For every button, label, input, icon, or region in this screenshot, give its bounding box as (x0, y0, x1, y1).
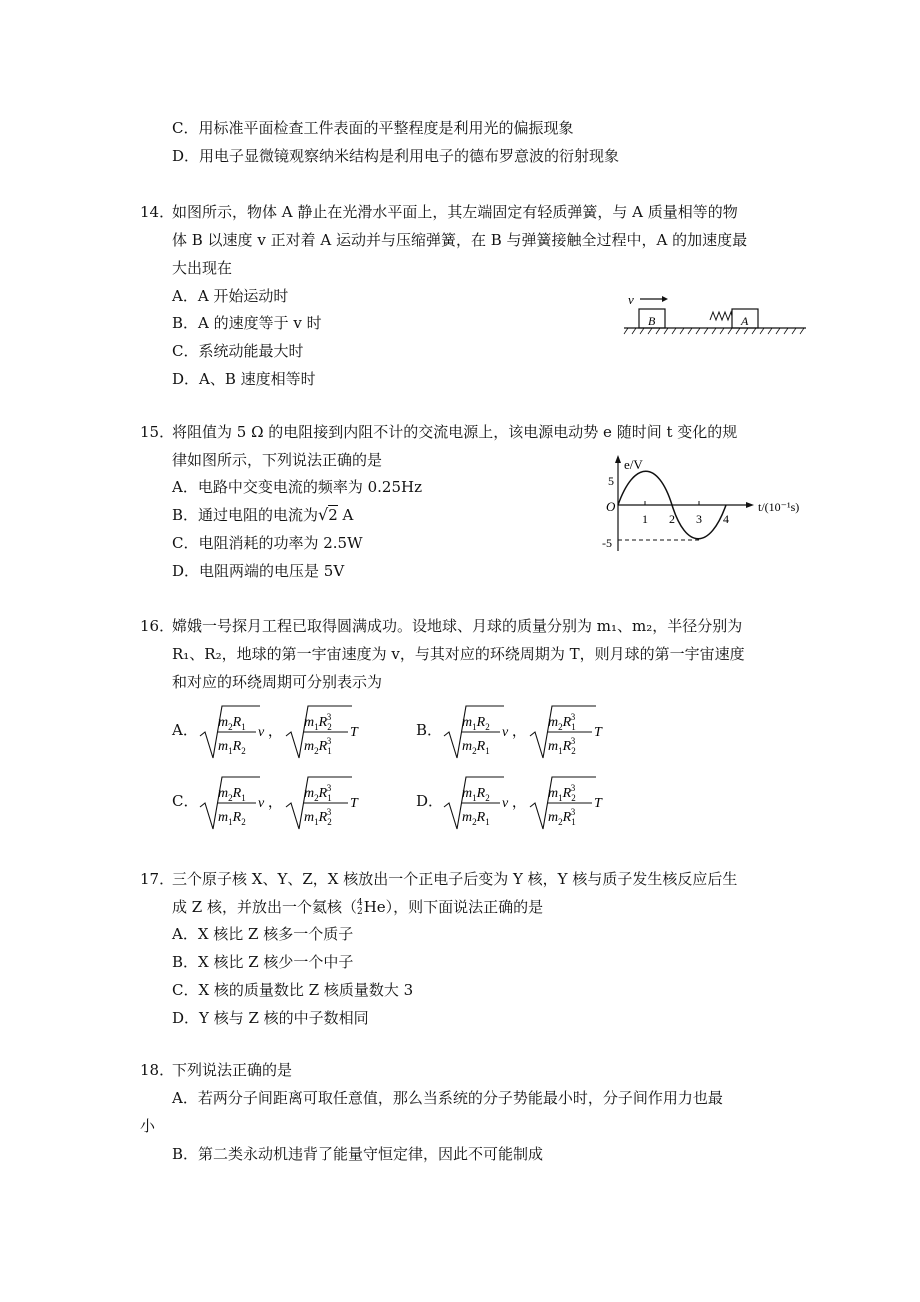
q18-option-a-line1: A．若两分子间距离可取任意值，那么当系统的分子势能最小时，分子间作用力也最 (172, 1089, 723, 1107)
q14-fig-v-label: v (628, 292, 634, 307)
q16-option-c-label: C． (172, 792, 199, 810)
q14-stem-line3: 大出现在 (172, 259, 233, 277)
q14-fig-b-label: B (648, 314, 656, 328)
q15-emf-graph (598, 455, 810, 555)
svg-text:m1R23: $m_1R_23$ (304, 807, 332, 827)
svg-text:m2R13: $m_2R_13$ (548, 712, 576, 732)
svg-text:，: ， (268, 725, 282, 740)
q18-stem: 下列说法正确的是 (172, 1061, 293, 1079)
q16-number: 16． (140, 617, 175, 635)
svg-text:m1R23: $m_1R_23$ (304, 712, 332, 732)
svg-text:，: ， (268, 796, 282, 811)
svg-text:m1R2: $m_1R_2$ (462, 786, 490, 803)
svg-text:m1R23: $m_1R_23$ (548, 783, 576, 803)
svg-text:v: v (502, 796, 509, 811)
svg-text:m2R13: $m_2R_13$ (304, 736, 332, 756)
svg-text:m1R2: $m_1R_2$ (462, 715, 490, 732)
q16-stem-line2: R₁、R₂，地球的第一宇宙速度为 v，与其对应的环绕周期为 T，则月球的第一宇宙速度 (172, 645, 745, 663)
q17-option-c: C．X 核的质量数比 Z 核质量数大 3 (172, 981, 414, 999)
q15-option-b-sqrt: 2 (328, 506, 338, 524)
q15-option-b (172, 505, 353, 525)
svg-text:m2R1: $m_2R_1$ (462, 810, 490, 827)
q14-option-d: D．A、B 速度相等时 (172, 370, 316, 388)
q16-option-b-formula (442, 700, 612, 762)
helium-symbol: He (363, 898, 386, 916)
helium-mass-number: 4 (356, 898, 363, 908)
q15-xtick-3: 3 (696, 512, 702, 526)
q15-y-neg-label: -5 (602, 536, 612, 550)
q17-stem-line1: 三个原子核 X、Y、Z，X 核放出一个正电子后变为 Y 核，Y 核与质子发生核反应后生 (172, 870, 738, 888)
q14-stem-line2: 体 B 以速度 v 正对着 A 运动并与压缩弹簧，在 B 与弹簧接触全过程中，A 的加速度最 (172, 231, 748, 249)
svg-text:m2R13: $m_2R_13$ (304, 783, 332, 803)
svg-text:T: T (350, 725, 358, 740)
q18-option-a-line2: 小 (140, 1117, 156, 1135)
q14-option-a: A．A 开始运动时 (172, 287, 289, 305)
q15-xlabel: t/(10⁻¹s) (758, 500, 800, 514)
q14-spring-figure (620, 288, 810, 340)
q15-option-c: C．电阻消耗的功率为 2.5W (172, 534, 363, 552)
q16-stem-line3: 和对应的环绕周期可分别表示为 (172, 673, 383, 691)
q15-stem-line2: 律如图所示，下列说法正确的是 (172, 451, 383, 469)
q14-fig-a-label: A (741, 314, 749, 328)
svg-text:m1R2: $m_1R_2$ (218, 739, 246, 756)
q16-option-d-formula (442, 771, 612, 833)
q15-y-arrowhead (615, 455, 621, 463)
q14-spring (710, 312, 732, 320)
q16-option-c-formula (198, 771, 368, 833)
q15-option-d: D．电阻两端的电压是 5V (172, 562, 345, 580)
q16-option-a-formula (198, 700, 368, 762)
q14-velocity-arrowhead (662, 296, 668, 302)
q17-stem-line2-a: 成 Z 核，并放出一个氦核（ (172, 898, 357, 916)
svg-text:v: v (258, 796, 265, 811)
svg-text:v: v (502, 725, 509, 740)
q14-number: 14． (140, 203, 175, 221)
q13-option-c: C．用标准平面检查工件表面的平整程度是利用光的偏振现象 (172, 119, 574, 137)
q17-stem-line2 (172, 897, 543, 917)
q17-option-b: B．X 核比 Z 核少一个中子 (172, 953, 354, 971)
q16-option-a-label: A． (172, 721, 198, 739)
q15-xtick-2: 2 (669, 512, 675, 526)
q15-option-a: A．电路中交变电流的频率为 0.25Hz (172, 478, 422, 496)
helium-nuclide-indices (357, 899, 363, 917)
q15-y-pos-label: 5 (608, 474, 614, 488)
q15-ylabel: e/V (624, 457, 643, 472)
q15-stem-line1: 将阻值为 5 Ω 的电阻接到内阻不计的交流电源上，该电源电动势 e 随时间 t 变化的规 (172, 423, 738, 441)
q15-option-b-prefix: B．通过电阻的电流为 (172, 506, 319, 524)
q16-stem-line1: 嫦娥一号探月工程已取得圆满成功。设地球、月球的质量分别为 m₁、m₂，半径分别为 (172, 617, 743, 635)
q15-x-arrowhead (746, 502, 754, 508)
svg-text:m2R1: $m_2R_1$ (462, 739, 490, 756)
q18-option-b: B．第二类永动机违背了能量守恒定律，因此不可能制成 (172, 1145, 544, 1163)
q14-ground-hatch (624, 328, 804, 334)
q18-number: 18． (140, 1061, 175, 1079)
svg-text:T: T (594, 725, 602, 740)
svg-text:v: v (258, 725, 265, 740)
svg-text:m1R23: $m_1R_23$ (548, 736, 576, 756)
q14-option-b: B．A 的速度等于 v 时 (172, 314, 322, 332)
q15-origin: O (606, 499, 616, 514)
sqrt-sign: √ (318, 505, 329, 524)
q17-number: 17． (140, 870, 175, 888)
q16-option-b-label: B． (416, 721, 443, 739)
q14-stem-line1: 如图所示，物体 A 静止在光滑水平面上，其左端固定有轻质弹簧，与 A 质量相等的物 (172, 203, 738, 221)
q15-xtick-4: 4 (723, 512, 729, 526)
svg-text:T: T (594, 796, 602, 811)
q16-option-d-label: D． (416, 792, 444, 810)
svg-text:，: ， (512, 796, 526, 811)
svg-text:m1R2: $m_1R_2$ (218, 810, 246, 827)
q13-option-d: D．用电子显微镜观察纳米结构是利用电子的德布罗意波的衍射现象 (172, 147, 620, 165)
q15-xtick-1: 1 (642, 512, 648, 526)
svg-text:T: T (350, 796, 358, 811)
q15-option-b-suffix: A (337, 506, 354, 524)
svg-text:，: ， (512, 725, 526, 740)
q14-option-c: C．系统动能最大时 (172, 342, 304, 360)
q17-option-d: D．Y 核与 Z 核的中子数相同 (172, 1009, 369, 1027)
helium-charge-number: 2 (356, 907, 363, 917)
q17-option-a: A．X 核比 Z 核多一个质子 (172, 925, 354, 943)
svg-text:m2R1: $m_2R_1$ (218, 715, 246, 732)
q15-number: 15． (140, 423, 175, 441)
svg-text:m2R1: $m_2R_1$ (218, 786, 246, 803)
svg-text:m2R13: $m_2R_13$ (548, 807, 576, 827)
q17-stem-line2-b: ），则下面说法正确的是 (385, 898, 544, 916)
